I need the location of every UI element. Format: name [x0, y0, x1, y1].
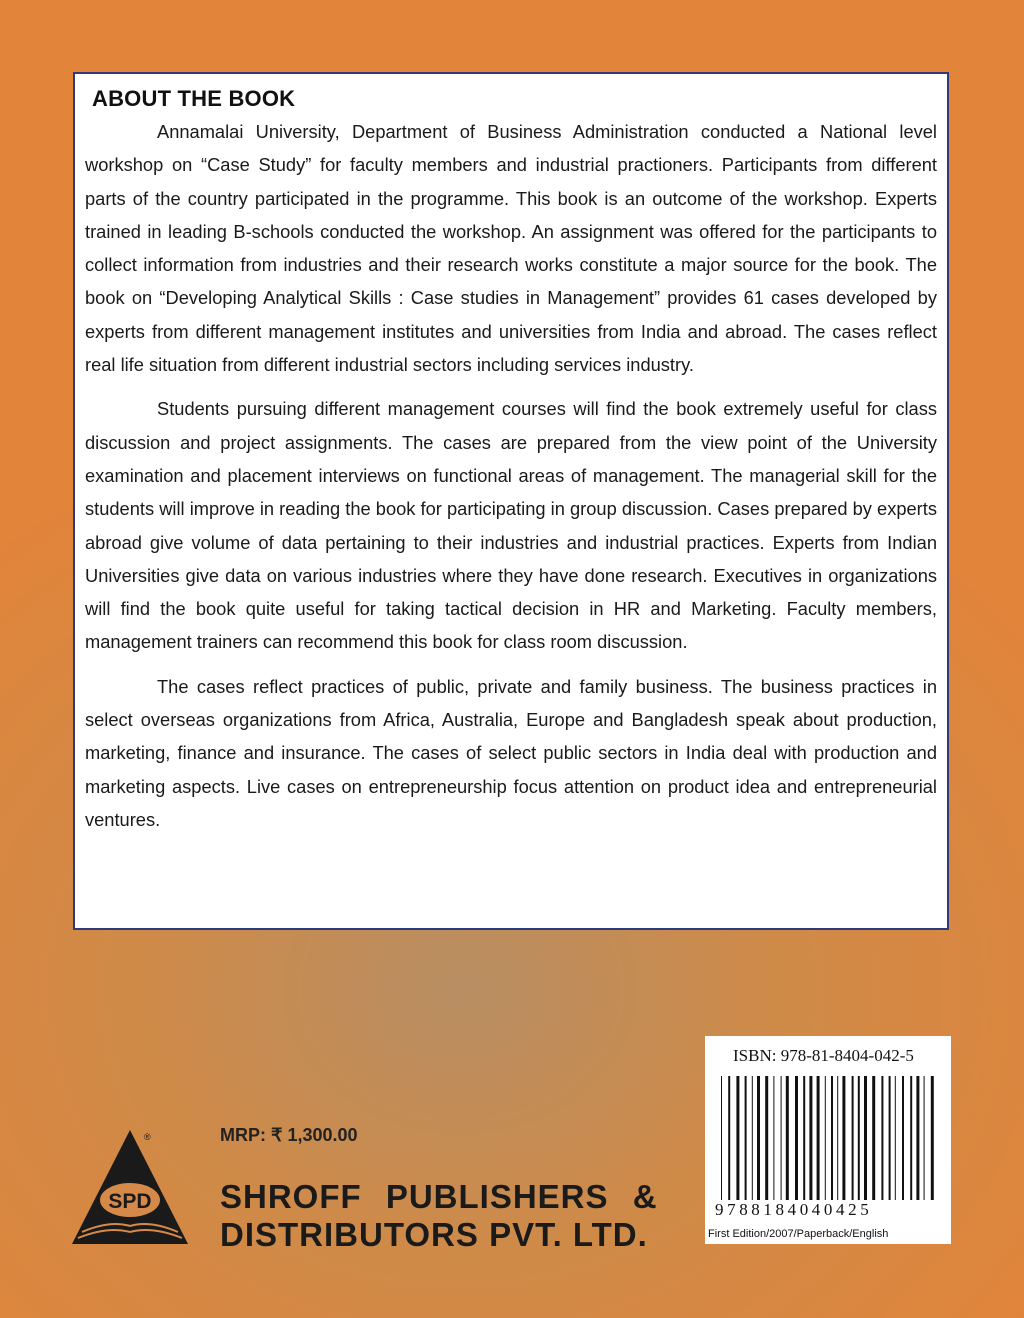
barcode-bar — [864, 1076, 867, 1200]
barcode-bar — [842, 1076, 845, 1200]
barcode-bar — [803, 1076, 805, 1200]
svg-text:®: ® — [144, 1132, 151, 1142]
barcode-bar — [931, 1076, 934, 1214]
barcode-bar — [752, 1076, 753, 1200]
barcode-bar — [825, 1076, 826, 1200]
barcode-bar — [916, 1076, 919, 1200]
price-label: MRP: ₹ 1,300.00 — [220, 1125, 358, 1145]
barcode-bar — [817, 1076, 820, 1200]
barcode-bar — [736, 1076, 739, 1200]
barcode-panel — [705, 1036, 951, 1244]
barcode-bar — [910, 1076, 912, 1200]
edition-info: First Edition/2007/Paperback/English — [708, 1228, 889, 1240]
barcode-bar — [889, 1076, 891, 1200]
about-the-book-box — [73, 72, 949, 930]
barcode-bar — [831, 1076, 833, 1214]
about-title: ABOUT THE BOOK — [92, 86, 296, 111]
barcode-bar — [757, 1076, 760, 1200]
barcode-digits: 9788184040425 — [715, 1200, 941, 1220]
barcode-bar — [781, 1076, 782, 1200]
barcode-bar — [773, 1076, 774, 1200]
barcode-bar — [872, 1076, 875, 1200]
barcode-bar — [786, 1076, 789, 1200]
barcode-bar — [852, 1076, 854, 1200]
publisher-line-1: SHROFF PUBLISHERS & — [220, 1178, 658, 1215]
barcode-bar — [765, 1076, 768, 1200]
spd-logo — [70, 1128, 190, 1246]
barcode-bar — [745, 1076, 747, 1200]
barcode-bar — [795, 1076, 798, 1200]
barcode-bar — [728, 1076, 730, 1214]
barcode-bar — [858, 1076, 860, 1200]
about-paragraph-3: The cases reflect practices of public, private and family business. The business practices in select overseas organizations from Africa, Australia, Europe and Bangladesh speak about production, marketing, finance and insurance. The cases of select public sectors in India deal with production and marketing aspects. Live cases on entrepreneurship focus attention on product idea and entrepreneurial ventures. — [85, 675, 937, 830]
barcode-bar — [881, 1076, 883, 1200]
barcode-bar — [721, 1076, 722, 1214]
barcode-bar — [809, 1076, 812, 1200]
barcode-bar — [924, 1076, 925, 1200]
barcode-bar — [902, 1076, 904, 1200]
barcode-bar — [837, 1076, 838, 1200]
publisher-line-2: DISTRIBUTORS PVT. LTD. — [220, 1216, 648, 1253]
barcode-graphic — [721, 1076, 935, 1214]
isbn-label: ISBN: 978-81-8404-042-5 — [733, 1046, 914, 1065]
about-paragraph-2: Students pursuing different management courses will find the book extremely useful for class discussion and project assignments. The cases are prepared from the view point of the University examination and placement interviews on functional areas of management. The managerial skill for the students will improve in reading the book for participating in group discussion. Cases prepared by experts abroad give volume of data pertaining to their industries and industrial practices. Experts from Indian Universities give data on various industries where they have done research. Executives in organizations will find the book quite useful for taking tactical decision in HR and Marketing. Faculty members, management trainers can recommend this book for class room discussion. — [85, 398, 937, 653]
svg-text:SPD: SPD — [108, 1190, 152, 1213]
publisher-name — [220, 1178, 660, 1254]
barcode-bar — [895, 1076, 896, 1200]
about-paragraph-1: Annamalai University, Department of Business Administration conducted a National level workshop on “Case Study” for faculty members and industrial practioners. Participants from different parts of the country participated in the programme. This book is an outcome of the workshop. Experts trained in leading B-schools conducted the workshop. An assignment was offered for the participants to collect information from industries and their research works constitute a major source for the book. The book on “Developing Analytical Skills : Case studies in Management” provides 61 cases developed by experts from different management institutes and universities from India and abroad. The cases reflect real life situation from different industrial sectors including services industry. — [85, 121, 937, 376]
